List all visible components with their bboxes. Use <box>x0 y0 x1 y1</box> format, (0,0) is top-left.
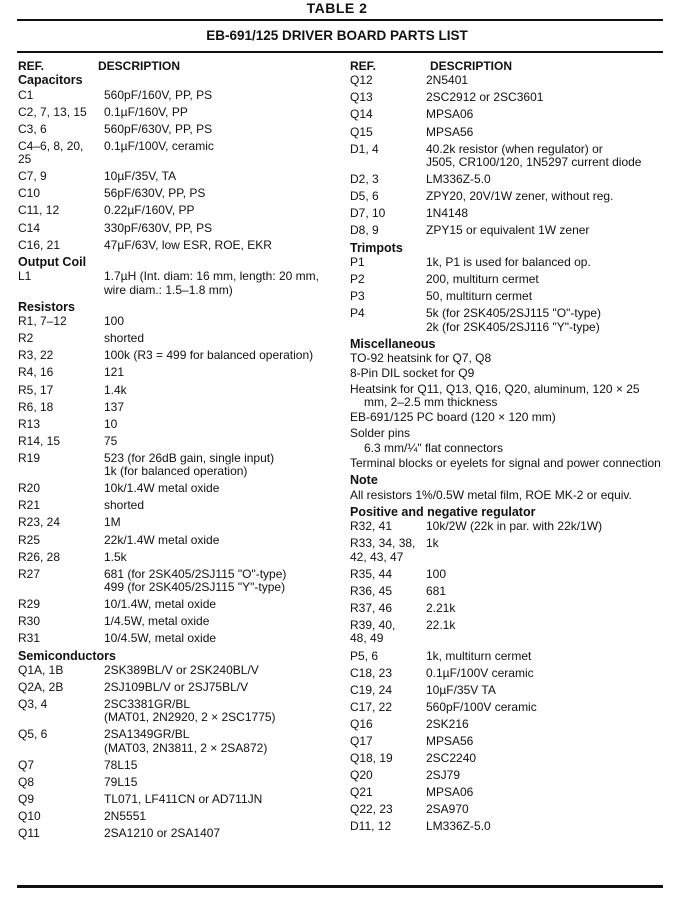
misc-line: Solder pins <box>350 425 411 440</box>
part-row <box>350 701 668 714</box>
part-row <box>18 615 336 628</box>
part-ref: R1, 7–12 <box>18 314 67 329</box>
section-heading: Trimpots <box>350 240 403 255</box>
part-description: LM336Z-5.0 <box>426 819 491 834</box>
part-ref: D11, 12 <box>350 819 392 834</box>
part-row <box>18 106 336 119</box>
part-ref: C16, 21 <box>18 237 61 252</box>
part-ref: D2, 3 <box>350 172 379 187</box>
part-description: 100k (R3 = 499 for balanced operation) <box>104 348 314 363</box>
section-rows <box>18 315 336 645</box>
misc-line: 6.3 mm/¼" flat connectors <box>364 440 503 455</box>
part-row <box>18 315 336 328</box>
part-row <box>350 537 668 564</box>
top-rule <box>17 19 663 21</box>
part-description: 2SJ79 <box>426 768 461 783</box>
part-description: 0.22µF/160V, PP <box>104 203 195 218</box>
part-description: 100 <box>426 566 447 581</box>
misc-line: EB-691/125 PC board (120 × 120 mm) <box>350 410 556 425</box>
part-row <box>350 273 668 286</box>
part-description: MPSA56 <box>426 734 474 748</box>
part-row <box>18 170 336 183</box>
section-rows <box>18 89 336 252</box>
part-row <box>350 820 668 833</box>
part-row <box>18 810 336 823</box>
part-ref: Q22, 23 <box>350 802 393 817</box>
part-ref: R13 <box>18 416 41 431</box>
part-row <box>350 568 668 581</box>
section-heading: Capacitors <box>18 73 83 88</box>
part-description: 2N5551 <box>104 809 147 824</box>
part-ref: R5, 17 <box>18 382 54 397</box>
part-description: 10 <box>104 416 118 431</box>
part-ref: R32, 41 <box>350 519 393 534</box>
part-description: 0.1µF/160V, PP <box>104 104 188 119</box>
part-description: 40.2k resistor (when regulator) or J505, CR100/120, 1N5297 current diode <box>426 141 642 169</box>
part-row <box>18 140 336 167</box>
part-description: 1.4k <box>104 382 127 397</box>
part-row <box>350 602 668 615</box>
part-description: 1k, P1 is used for balanced op. <box>426 254 591 269</box>
part-ref: C18, 23 <box>350 665 393 680</box>
part-description: 1.7µH (Int. diam: 16 mm, length: 20 mm, wire diam.: 1.5–1.8 mm) <box>104 269 319 297</box>
part-ref: R27 <box>18 566 41 581</box>
part-ref: Q9 <box>18 792 35 807</box>
part-ref: Q11 <box>18 826 40 841</box>
section-rows <box>350 256 668 334</box>
part-ref: R4, 16 <box>18 365 54 380</box>
part-row <box>350 769 668 782</box>
part-ref: C3, 6 <box>18 121 47 136</box>
part-ref: R6, 18 <box>18 399 54 414</box>
section-heading: Note <box>350 473 378 488</box>
misc-line: 8-Pin DIL socket for Q9 <box>350 366 475 381</box>
part-row <box>350 224 668 237</box>
part-ref: C19, 24 <box>350 682 393 697</box>
section-rows <box>18 270 336 297</box>
part-description: 50, multiturn cermet <box>426 289 533 304</box>
part-ref: C2, 7, 13, 15 <box>18 104 87 119</box>
part-row <box>350 520 668 533</box>
part-row <box>350 143 668 170</box>
part-ref: D5, 6 <box>350 189 379 204</box>
part-row <box>18 698 336 725</box>
part-ref: R39, 40, 48, 49 <box>350 618 396 646</box>
part-ref: Q21 <box>350 785 373 800</box>
part-ref: Q2A, 2B <box>18 680 64 694</box>
part-row <box>18 568 336 595</box>
section-heading: Semiconductors <box>18 648 116 663</box>
part-description: 2N5401 <box>426 73 469 88</box>
part-description: MPSA06 <box>426 785 474 800</box>
misc-line: Heatsink for Q11, Q13, Q16, Q20, aluminum, 120 × 25 mm, 2–2.5 mm thickness <box>350 381 640 409</box>
part-description: 56pF/630V, PP, PS <box>104 186 206 201</box>
part-description: 1N4148 <box>426 206 469 221</box>
part-row <box>18 534 336 547</box>
part-description: 22k/1.4W metal oxide <box>104 532 220 547</box>
part-ref: Q5, 6 <box>18 727 48 742</box>
part-row <box>18 366 336 379</box>
part-description: 560pF/630V, PP, PS <box>104 121 213 136</box>
part-row <box>18 827 336 840</box>
part-ref: Q14 <box>350 107 373 122</box>
section-heading: Positive and negative regulator <box>350 505 536 520</box>
bottom-rule <box>17 885 663 888</box>
part-description: 1k, multiturn cermet <box>426 648 532 663</box>
section-heading: Miscellaneous <box>350 336 436 351</box>
part-description: 2SC3381GR/BL (MAT01, 2N2920, 2 × 2SC1775) <box>104 697 276 725</box>
ref-header: REF. <box>18 59 45 73</box>
part-ref: R37, 46 <box>350 601 393 616</box>
part-description: 10/4.5W, metal oxide <box>104 631 217 646</box>
section-heading: Resistors <box>18 299 75 314</box>
part-description: LM336Z-5.0 <box>426 172 491 187</box>
part-description: 681 <box>426 583 447 598</box>
part-row <box>18 349 336 362</box>
part-ref: C10 <box>18 186 41 201</box>
part-description: 560pF/160V, PP, PS <box>104 87 213 102</box>
part-ref: R14, 15 <box>18 433 61 448</box>
part-description: 2SC2912 or 2SC3601 <box>426 90 544 105</box>
part-row <box>350 650 668 663</box>
part-row <box>18 598 336 611</box>
section-rows <box>350 520 668 833</box>
part-description: 22.1k <box>426 618 456 633</box>
part-description: 137 <box>104 399 125 414</box>
title-rule <box>17 51 663 53</box>
part-description: 2SK216 <box>426 716 469 731</box>
part-ref: P4 <box>350 306 365 321</box>
part-description: 10µF/35V TA <box>426 682 496 697</box>
part-description: 47µF/63V, low ESR, ROE, EKR <box>104 237 272 252</box>
part-row <box>18 401 336 414</box>
part-description: 681 (for 2SK405/2SJ115 "O"-type) 499 (for 2SK405/2SJ115 "Y"-type) <box>104 566 287 595</box>
part-description: 1/4.5W, metal oxide <box>104 614 210 629</box>
part-ref: R31 <box>18 631 41 646</box>
misc-line: Terminal blocks or eyelets for signal and power connection <box>350 456 661 471</box>
part-description: 10k/2W (22k in par. with 22k/1W) <box>426 519 603 534</box>
part-row <box>18 384 336 397</box>
part-description: ZPY20, 20V/1W zener, without reg. <box>426 189 614 204</box>
part-ref: Q12 <box>350 73 373 88</box>
part-ref: Q1A, 1B <box>18 662 64 677</box>
part-ref: Q10 <box>18 809 41 824</box>
part-row <box>18 482 336 495</box>
part-row <box>18 418 336 431</box>
part-row <box>18 123 336 136</box>
part-description: 2SA1349GR/BL (MAT03, 2N3811, 2 × 2SA872) <box>104 727 268 755</box>
part-description: 523 (for 26dB gain, single input) 1k (for balanced operation) <box>104 450 275 479</box>
part-ref: D8, 9 <box>350 223 379 238</box>
part-description: TL071, LF411CN or AD711JN <box>104 792 263 807</box>
part-ref: Q18, 19 <box>350 751 393 766</box>
part-ref: P2 <box>350 272 365 287</box>
part-ref: Q17 <box>350 734 373 748</box>
part-description: 5k (for 2SK405/2SJ115 "O"-type) 2k (for 2SK405/2SJ116 "Y"-type) <box>426 306 602 334</box>
part-ref: Q15 <box>350 124 373 139</box>
misc-lines <box>350 352 668 470</box>
part-row <box>350 786 668 799</box>
part-ref: R25 <box>18 532 41 547</box>
part-row <box>350 307 668 334</box>
part-description: 0.1µF/100V ceramic <box>426 665 534 680</box>
part-row <box>350 752 668 765</box>
part-row <box>350 735 668 748</box>
part-ref: Q20 <box>350 768 373 783</box>
part-row <box>18 793 336 806</box>
part-description: MPSA06 <box>426 107 474 122</box>
part-row <box>350 684 668 697</box>
part-ref: R19 <box>18 450 41 465</box>
part-description: 10µF/35V, TA <box>104 169 177 184</box>
part-row <box>18 551 336 564</box>
right-column <box>350 60 668 838</box>
part-description: 330pF/630V, PP, PS <box>104 220 213 235</box>
description-header: DESCRIPTION <box>430 59 513 73</box>
part-description: MPSA56 <box>426 124 474 139</box>
part-ref: C14 <box>18 220 41 235</box>
part-ref: D1, 4 <box>350 141 379 156</box>
part-row <box>350 74 668 87</box>
part-description: 2SA1210 or 2SA1407 <box>104 826 221 841</box>
part-description: 75 <box>104 433 118 448</box>
part-description: 200, multiturn cermet <box>426 272 539 287</box>
part-ref: C17, 22 <box>350 699 393 714</box>
part-ref: C1 <box>18 87 34 102</box>
part-row <box>18 270 336 297</box>
part-row <box>350 126 668 139</box>
part-description: 2SC2240 <box>426 751 477 766</box>
part-row <box>18 332 336 345</box>
part-ref: P3 <box>350 289 365 304</box>
part-description: 10k/1.4W metal oxide <box>104 481 220 496</box>
part-ref: C11, 12 <box>18 203 60 218</box>
part-ref: R36, 45 <box>350 583 393 598</box>
note-text: All resistors 1%/0.5W metal film, ROE MK-2 or equiv. <box>350 487 632 502</box>
part-row <box>18 516 336 529</box>
part-ref: Q7 <box>18 757 35 772</box>
part-row <box>350 585 668 598</box>
part-description: 78L15 <box>104 757 138 772</box>
table-title: EB-691/125 DRIVER BOARD PARTS LIST <box>206 28 468 43</box>
part-description: 0.1µF/100V, ceramic <box>104 138 214 153</box>
part-ref: D7, 10 <box>350 206 386 221</box>
part-description: ZPY15 or equivalent 1W zener <box>426 223 590 238</box>
part-row <box>18 222 336 235</box>
misc-line: TO-92 heatsink for Q7, Q8 <box>350 351 492 366</box>
part-description: 2.21k <box>426 601 456 616</box>
part-ref: R29 <box>18 597 41 612</box>
part-ref: L1 <box>18 269 32 284</box>
part-row <box>18 499 336 512</box>
table-number: TABLE 2 <box>306 0 368 16</box>
part-row <box>350 619 668 646</box>
part-ref: R30 <box>18 614 41 629</box>
part-description: shorted <box>104 331 145 346</box>
part-description: 10/1.4W, metal oxide <box>104 597 217 612</box>
column-header <box>350 60 668 73</box>
part-description: shorted <box>104 498 145 513</box>
part-ref: R20 <box>18 481 41 496</box>
part-row <box>350 667 668 680</box>
part-ref: R2 <box>18 331 34 346</box>
part-ref: R26, 28 <box>18 549 61 564</box>
part-row <box>18 239 336 252</box>
part-description: 1k <box>426 536 439 551</box>
part-description: 1.5k <box>104 549 127 564</box>
part-row <box>18 452 336 479</box>
column-header <box>18 60 336 73</box>
part-row <box>18 759 336 772</box>
part-ref: R21 <box>18 498 41 513</box>
part-description: 2SK389BL/V or 2SK240BL/V <box>104 662 259 677</box>
description-header: DESCRIPTION <box>98 59 181 73</box>
part-row <box>18 728 336 755</box>
part-ref: R3, 22 <box>18 348 54 363</box>
part-row <box>350 173 668 186</box>
part-row <box>350 718 668 731</box>
part-row <box>350 91 668 104</box>
part-row <box>350 256 668 269</box>
section-heading: Output Coil <box>18 254 87 269</box>
part-ref: C7, 9 <box>18 169 47 184</box>
part-description: 1M <box>104 515 121 530</box>
part-description: 2SA970 <box>426 802 469 817</box>
part-row <box>18 664 336 677</box>
part-row <box>18 632 336 645</box>
section-rows <box>18 664 336 841</box>
part-ref: R33, 34, 38, 42, 43, 47 <box>350 536 416 564</box>
part-row <box>18 187 336 200</box>
part-row <box>350 108 668 121</box>
part-description: 2SJ109BL/V or 2SJ75BL/V <box>104 680 249 694</box>
part-row <box>18 435 336 448</box>
part-row <box>350 207 668 220</box>
part-description: 121 <box>104 365 125 380</box>
part-description: 79L15 <box>104 774 138 789</box>
part-row <box>18 204 336 217</box>
part-ref: C4–6, 8, 20, 25 <box>18 138 84 167</box>
part-row <box>350 290 668 303</box>
part-description: 100 <box>104 314 125 329</box>
left-column <box>18 60 336 844</box>
part-ref: P1 <box>350 254 365 269</box>
part-row <box>350 190 668 203</box>
ref-header: REF. <box>350 59 377 73</box>
part-ref: Q3, 4 <box>18 697 48 712</box>
part-row <box>18 681 336 694</box>
part-ref: R35, 44 <box>350 566 393 581</box>
part-ref: Q13 <box>350 90 373 105</box>
part-description: 560pF/100V ceramic <box>426 699 537 714</box>
part-ref: R23, 24 <box>18 515 61 530</box>
part-ref: Q16 <box>350 716 373 731</box>
part-row <box>18 89 336 102</box>
part-row <box>350 803 668 816</box>
part-row <box>18 776 336 789</box>
section-rows <box>350 74 668 237</box>
part-ref: Q8 <box>18 774 35 789</box>
part-ref: P5, 6 <box>350 648 379 663</box>
